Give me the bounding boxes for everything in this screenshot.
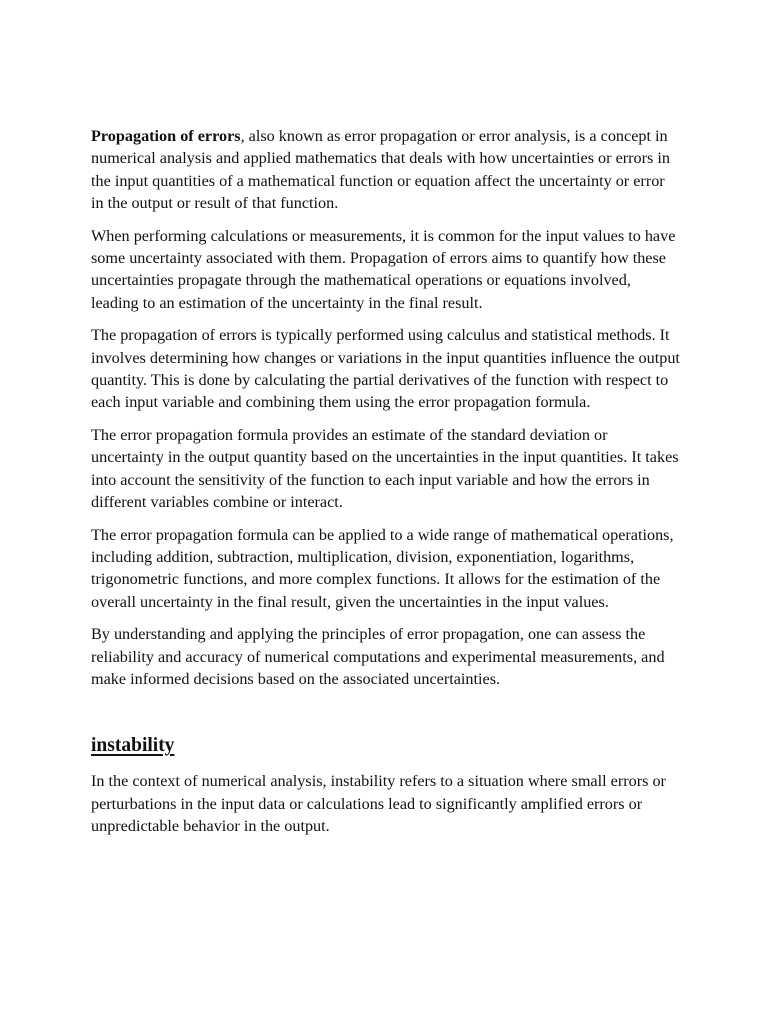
paragraph-calculus-methods: The propagation of errors is typically performed using calculus and statistical methods. It involves determining how changes or variations in the input quantities influence the output quantity. This is done by calculating the partial derivatives of the function with respect to each input variable and combining them using the error propagation formula.	[91, 326, 680, 412]
paragraph-conclusion: By understanding and applying the principles of error propagation, one can assess the reliability and accuracy of numerical computations and experimental measurements, and make informed decisions based on the associated uncertainties.	[91, 625, 665, 688]
paragraph-formula-estimate: The error propagation formula provides an estimate of the standard deviation or uncertainty in the output quantity based on the uncertainties in the input quantities. It takes into account the sensitivity of the function to each input variable and how the errors in different variables combine or interact.	[91, 425, 679, 512]
paragraph-propagation-of-errors	[91, 125, 681, 215]
document-body	[91, 125, 681, 848]
paragraph-input-uncertainty: When performing calculations or measurements, it is common for the input values to have some uncertainty associated with them. Propagation of errors aims to quantify how these uncertainties propagate through the mathematical operations or equations involved, leading to an estimation of the uncertainty in the final result.	[91, 226, 676, 312]
paragraph-instability-definition: In the context of numerical analysis, instability refers to a situation where small errors or perturbations in the input data or calculations lead to significantly amplified errors or unpredictable behavior in the output.	[91, 772, 666, 836]
paragraph-formula-applications: The error propagation formula can be applied to a wide range of mathematical operations, including addition, subtraction, multiplication, division, exponentiation, logarithms, trigonometric functions, and more complex functions. It allows for the estimation of the overall uncertainty in the final result, given the uncertainties in the input values.	[91, 525, 674, 611]
paragraph-text: , also known as error propagation or error analysis, is a concept in numerical analysis and applied mathematics that deals with how uncertainties or errors in the input quantities of a mathematical function or equation affect the uncertainty or error in the output or result of that function.	[91, 127, 670, 213]
section-heading-instability: instability	[91, 735, 175, 757]
bold-term: Propagation of errors	[91, 127, 241, 145]
